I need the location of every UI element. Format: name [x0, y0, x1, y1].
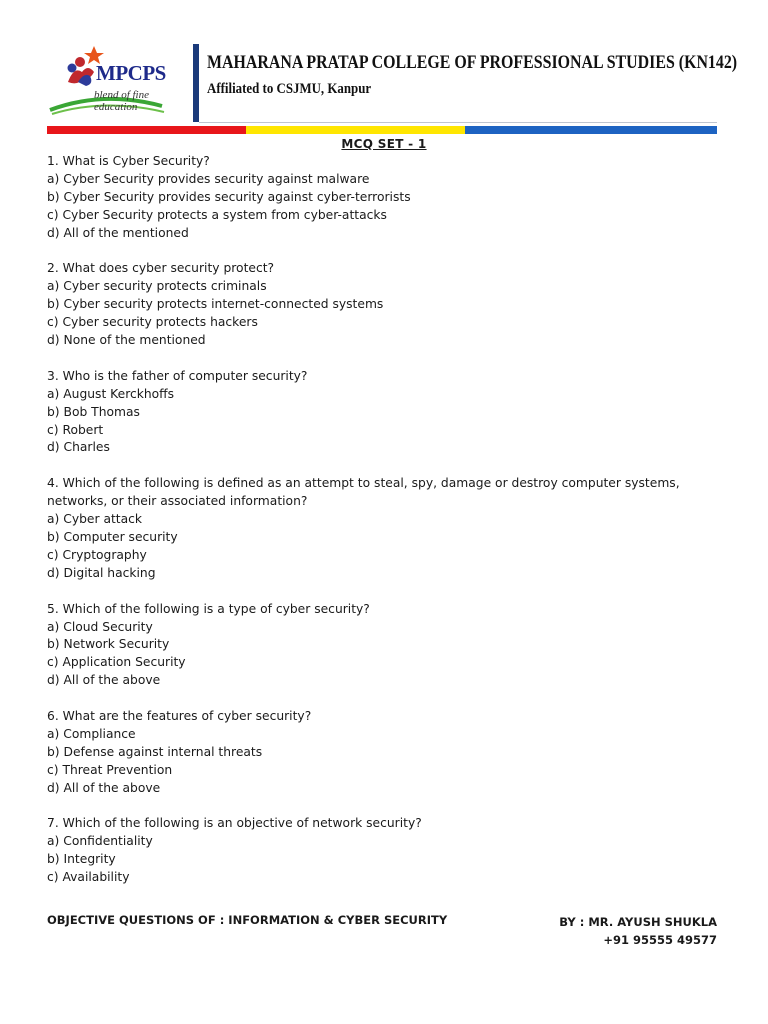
answer-option: c) Application Security — [47, 655, 186, 670]
answer-option: c) Cryptography — [47, 547, 147, 562]
answer-option: a) Cyber Security provides security against malware — [47, 171, 370, 186]
question-text: 5. Which of the following is a type of cyber security? — [47, 601, 370, 616]
logo-wordmark: MPCPS — [96, 61, 166, 85]
question-block — [47, 815, 727, 887]
footer-phone: +91 95555 49577 — [603, 933, 717, 947]
footer-subject: OBJECTIVE QUESTIONS OF : INFORMATION & CYBER SECURITY — [47, 913, 448, 927]
question-block — [47, 475, 727, 582]
question-block — [47, 601, 727, 691]
answer-option: d) Digital hacking — [47, 565, 156, 580]
question-text: 3. Who is the father of computer security? — [47, 368, 308, 383]
question-list — [47, 153, 727, 905]
document-header — [0, 0, 768, 126]
answer-option: c) Cyber security protects hackers — [47, 315, 258, 330]
affiliation-text: Affiliated to CSJMU, Kanpur — [207, 81, 372, 97]
question-text: 6. What are the features of cyber security? — [47, 709, 312, 724]
set-title: MCQ SET - 1 — [341, 137, 427, 151]
question-text: 4. Which of the following is defined as an attempt to steal, spy, damage or destroy computer systems, networks, or their associated information? — [47, 476, 680, 509]
answer-option: b) Bob Thomas — [47, 404, 140, 419]
answer-option: c) Availability — [47, 870, 130, 885]
logo-tagline: blend of fine education — [94, 89, 149, 113]
answer-option: b) Defense against internal threats — [47, 744, 263, 759]
question-block — [47, 153, 727, 243]
answer-option: b) Computer security — [47, 529, 178, 544]
answer-option: b) Cyber Security provides security against cyber-terrorists — [47, 189, 411, 204]
header-rule — [199, 122, 717, 123]
question-block — [47, 368, 727, 458]
answer-option: b) Cyber security protects internet-connected systems — [47, 297, 384, 312]
answer-option: d) All of the above — [47, 673, 161, 688]
question-text: 1. What is Cyber Security? — [47, 154, 210, 168]
answer-option: a) Cyber security protects criminals — [47, 279, 267, 294]
stripe-red — [47, 126, 246, 134]
answer-option: c) Cyber Security protects a system from cyber-attacks — [47, 207, 387, 222]
answer-option: d) None of the mentioned — [47, 333, 206, 348]
answer-option: d) All of the mentioned — [47, 225, 189, 240]
footer-author: BY : MR. AYUSH SHUKLA — [559, 915, 717, 929]
header-divider — [193, 44, 199, 122]
color-stripe-bar — [47, 126, 717, 134]
answer-option: b) Integrity — [47, 852, 116, 867]
answer-option: c) Robert — [47, 422, 104, 437]
stripe-blue — [465, 126, 717, 134]
answer-option: d) All of the above — [47, 780, 161, 795]
college-logo — [44, 42, 194, 122]
answer-option: a) Cyber attack — [47, 512, 143, 527]
answer-option: a) August Kerckhoffs — [47, 386, 175, 401]
answer-option: a) Confidentiality — [47, 834, 153, 849]
answer-option: b) Network Security — [47, 637, 170, 652]
question-text: 2. What does cyber security protect? — [47, 261, 275, 276]
answer-option: d) Charles — [47, 440, 110, 455]
footer-author-block — [559, 913, 717, 949]
answer-option: c) Threat Prevention — [47, 762, 173, 777]
question-text: 7. Which of the following is an objective of network security? — [47, 816, 422, 831]
question-block — [47, 708, 727, 798]
answer-option: a) Compliance — [47, 726, 136, 741]
question-block — [47, 260, 727, 350]
stripe-yellow — [246, 126, 465, 134]
answer-option: a) Cloud Security — [47, 619, 153, 634]
college-name: MAHARANA PRATAP COLLEGE OF PROFESSIONAL STUDIES (KN142) — [207, 53, 738, 73]
